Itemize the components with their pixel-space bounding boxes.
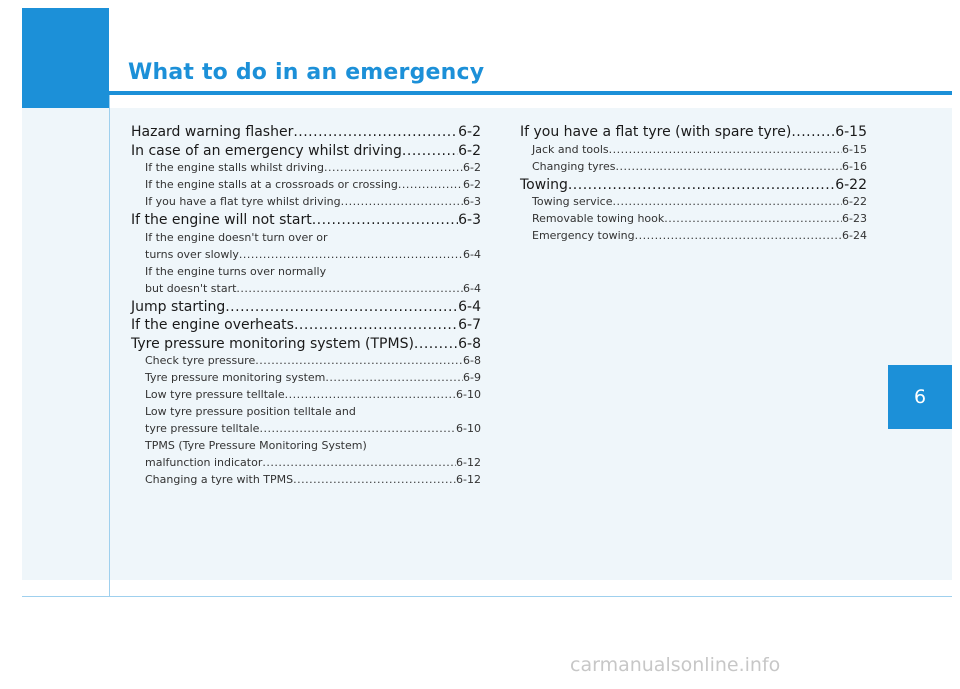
toc-page-number: 6-12 <box>456 473 481 486</box>
toc-entry-label: If the engine will not start <box>131 212 312 228</box>
toc-entry-label: Jack and tools <box>532 142 609 156</box>
toc-entry-label: Jump starting <box>131 298 226 315</box>
toc-subentry-check-tyre-pressure[interactable] <box>131 354 481 371</box>
footer-divider <box>22 596 952 597</box>
toc-entry-label: tyre pressure telltale <box>145 422 260 435</box>
toc-entry-label: If the engine overheats <box>131 317 294 333</box>
toc-leader-dots <box>255 354 463 367</box>
toc-subentry-towing-service[interactable] <box>520 195 867 212</box>
toc-entry-jump-starting[interactable] <box>131 299 481 318</box>
toc-column-left <box>131 124 481 490</box>
toc-subentry-label-line[interactable]: If the engine doesn't turn over or <box>145 230 328 244</box>
toc-entry-towing[interactable] <box>520 177 867 196</box>
toc-page-number: 6-3 <box>458 212 481 228</box>
toc-page-number: 6-15 <box>835 124 867 140</box>
toc-entry-label: If the engine stalls at a crossroads or crossing <box>145 178 398 191</box>
toc-leader-dots <box>293 124 458 140</box>
toc-leader-dots <box>402 143 458 159</box>
toc-column-right <box>520 124 867 246</box>
toc-page-number: 6-12 <box>456 456 481 469</box>
toc-leader-dots <box>609 143 842 156</box>
toc-page-number: 6-7 <box>458 317 481 333</box>
toc-entry-engine-will-not-start[interactable] <box>131 212 481 231</box>
toc-page-number: 6-4 <box>463 281 481 295</box>
toc-page-number: 6-8 <box>458 335 481 352</box>
toc-entry-label: In case of an emergency whilst driving <box>131 142 402 159</box>
toc-page-number: 6-8 <box>463 354 481 367</box>
toc-leader-dots <box>791 124 835 140</box>
toc-entry-label: Changing a tyre with TPMS <box>145 473 294 486</box>
toc-page-number: 6-16 <box>842 159 867 173</box>
toc-leader-dots <box>414 336 458 352</box>
toc-entry-label: malfunction indicator <box>145 456 263 469</box>
toc-entry-flat-tyre-spare[interactable] <box>520 124 867 143</box>
toc-subentry-label-line[interactable]: TPMS (Tyre Pressure Monitoring System) <box>145 439 367 452</box>
toc-subentry-flat-tyre-driving[interactable] <box>131 195 481 212</box>
toc-leader-dots <box>325 371 463 384</box>
toc-entry-label: Low tyre pressure telltale <box>145 388 285 401</box>
toc-entry-label: If the engine stalls whilst driving <box>145 161 325 174</box>
toc-leader-dots <box>294 317 458 333</box>
toc-subentry-turns-over-normally[interactable] <box>131 282 481 299</box>
toc-leader-dots <box>664 212 842 225</box>
toc-entry-label: turns over slowly <box>145 247 239 261</box>
toc-entry-label: Changing tyres <box>532 159 616 173</box>
toc-leader-dots <box>635 229 842 242</box>
toc-entry-label: Emergency towing <box>532 229 635 242</box>
toc-leader-dots <box>239 248 463 261</box>
toc-leader-dots <box>615 160 842 173</box>
toc-leader-dots <box>259 422 456 435</box>
toc-page-number: 6-24 <box>842 229 867 242</box>
toc-page-number: 6-2 <box>463 178 481 191</box>
toc-subentry-changing-tyres[interactable] <box>520 160 867 177</box>
toc-leader-dots <box>568 177 835 193</box>
toc-leader-dots <box>285 388 456 401</box>
toc-subentry-engine-stalls-driving[interactable] <box>131 161 481 178</box>
title-underline <box>109 91 952 95</box>
toc-page-number: 6-3 <box>463 195 481 208</box>
toc-subentry-emergency-towing[interactable] <box>520 229 867 246</box>
toc-leader-dots <box>341 195 463 208</box>
toc-entry-tpms[interactable] <box>131 336 481 355</box>
toc-leader-dots <box>324 161 463 174</box>
toc-page-number: 6-4 <box>463 247 481 261</box>
toc-subentry-position-telltale[interactable] <box>131 422 481 439</box>
toc-entry-label: but doesn't start <box>145 281 237 295</box>
chapter-tab[interactable]: 6 <box>888 365 952 429</box>
toc-entry-label: Tyre pressure monitoring system (TPMS) <box>131 335 414 352</box>
toc-page-number: 6-10 <box>456 422 481 435</box>
toc-leader-dots <box>225 299 458 315</box>
toc-leader-dots <box>236 282 463 295</box>
watermark-text: carmanualsonline.info <box>570 654 781 676</box>
toc-page-number: 6-9 <box>463 371 481 384</box>
toc-page-number: 6-22 <box>835 176 867 193</box>
toc-subentry-label-line[interactable]: If the engine turns over normally <box>145 264 327 278</box>
toc-page-number: 6-10 <box>456 388 481 401</box>
toc-entry-emergency-whilst-driving[interactable] <box>131 143 481 162</box>
toc-leader-dots <box>293 473 456 486</box>
toc-entry-label: Towing <box>520 176 568 193</box>
toc-page-number: 6-2 <box>463 161 481 174</box>
toc-entry-label: If you have a flat tyre whilst driving <box>145 195 341 208</box>
toc-entry-label: Hazard warning flasher <box>131 124 294 140</box>
toc-leader-dots <box>613 195 843 208</box>
toc-subentry-jack-and-tools[interactable] <box>520 143 867 160</box>
toc-entry-label: Towing service <box>532 195 613 208</box>
toc-entry-engine-overheats[interactable] <box>131 317 481 336</box>
header-color-block <box>22 8 109 108</box>
toc-page-number: 6-22 <box>842 195 867 208</box>
toc-page-number: 6-2 <box>458 124 481 140</box>
toc-page-number: 6-15 <box>842 142 867 156</box>
margin-divider-vertical <box>109 95 110 597</box>
page-title: What to do in an emergency <box>128 60 485 85</box>
toc-subentry-label-line[interactable]: Low tyre pressure position telltale and <box>145 405 356 418</box>
toc-page-number: 6-23 <box>842 212 867 225</box>
toc-subentry-tyre-pressure-monitoring[interactable] <box>131 371 481 388</box>
toc-subentry-turns-over-slowly[interactable] <box>131 248 481 265</box>
toc-leader-dots <box>312 212 458 228</box>
toc-subentry-low-pressure-telltale[interactable] <box>131 388 481 405</box>
toc-subentry-malfunction-indicator[interactable] <box>131 456 481 473</box>
toc-subentry-removable-towing-hook[interactable] <box>520 212 867 229</box>
toc-entry-label: Tyre pressure monitoring system <box>145 371 326 384</box>
toc-page-number: 6-4 <box>458 298 481 315</box>
toc-entry-label: If you have a flat tyre (with spare tyre) <box>520 124 792 140</box>
toc-subentry-engine-stalls-crossroads[interactable] <box>131 178 481 195</box>
toc-entry-label: Removable towing hook <box>532 212 665 225</box>
toc-leader-dots <box>262 456 456 469</box>
toc-entry-hazard-warning-flasher[interactable] <box>131 124 481 143</box>
toc-entry-label: Check tyre pressure <box>145 354 256 367</box>
toc-subentry-changing-tyre-tpms[interactable] <box>131 473 481 490</box>
toc-leader-dots <box>398 178 463 191</box>
toc-page-number: 6-2 <box>458 142 481 159</box>
